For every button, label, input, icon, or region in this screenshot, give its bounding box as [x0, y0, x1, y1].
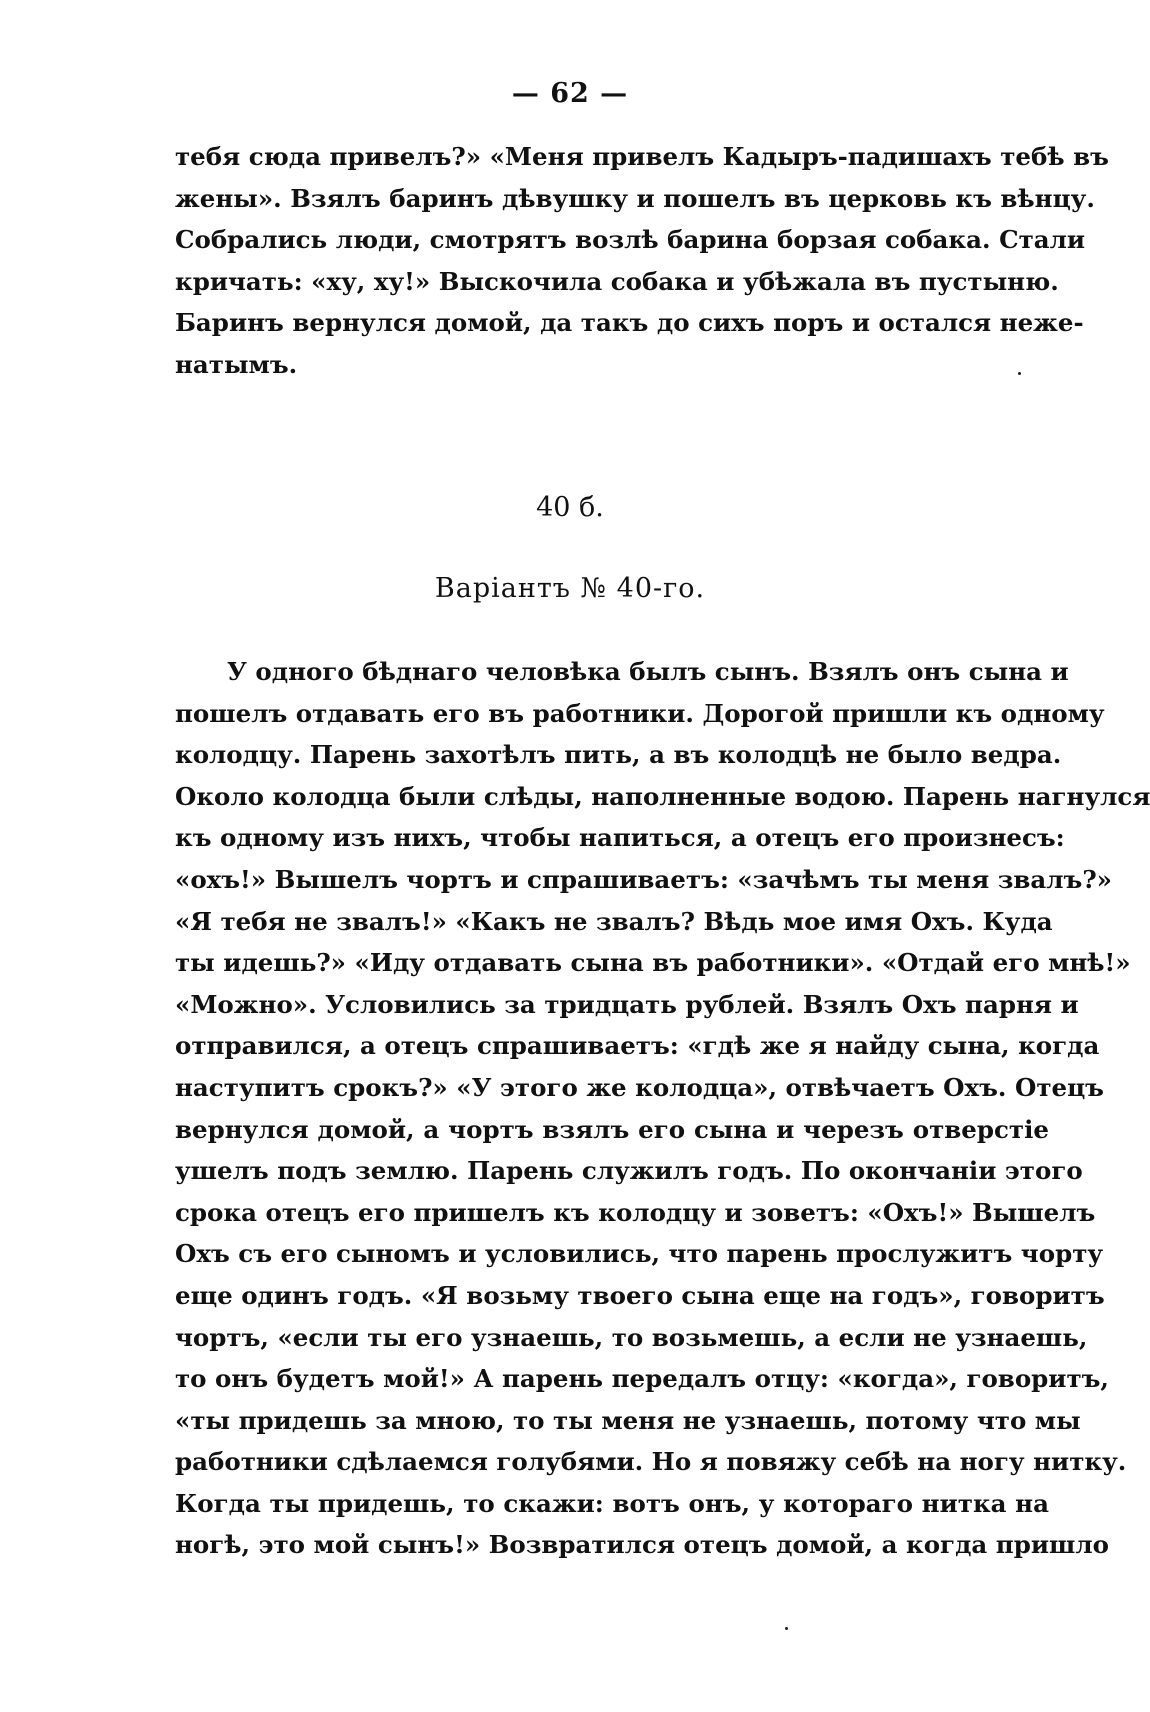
text-line: «охъ!» Вышелъ чортъ и спрашиваетъ: «зачѣмъ ты меня звалъ?» [175, 864, 1112, 894]
text-line: отправился, а отецъ спрашиваетъ: «гдѣ же я найду сына, когда [175, 1031, 1100, 1061]
text-line: наступитъ срокъ?» «У этого же колодца», отвѣчаетъ Охъ. Отецъ [175, 1072, 1104, 1102]
text-line: ногѣ, это мой сынъ!» Возвратился отецъ домой, а когда пришло [175, 1530, 1109, 1560]
text-line: Баринъ вернулся домой, да такъ до сихъ поръ и остался неже- [175, 308, 1084, 338]
text-line: У одного бѣднаго человѣка былъ сынъ. Взялъ онъ сына и [227, 657, 1069, 686]
text-line: колодцу. Парень захотѣлъ пить, а въ колодцѣ не было ведра. [175, 740, 1062, 770]
text-line: работники сдѣлаемся голубями. Но я повяжу себѣ на ногу нитку. [175, 1447, 1127, 1477]
text-line: чортъ, «если ты его узнаешь, то возьмешь, а если не узнаешь, [175, 1322, 1088, 1352]
text-line: натымъ. [175, 349, 298, 379]
text-line: еще одинъ годъ. «Я возьму твоего сына еще на годъ», говоритъ [175, 1280, 1105, 1310]
text-line: то онъ будетъ мой!» А парень передалъ отцу: «когда», говоритъ, [175, 1364, 1109, 1394]
text-line: срока отецъ его пришелъ къ колодцу и зоветъ: «Охъ!» Вышелъ [175, 1197, 1096, 1227]
print-speck [785, 1627, 788, 1630]
section-title: Варіантъ № 40-го. [434, 573, 706, 604]
text-line: вернулся домой, а чортъ взялъ его сына и черезъ отверстіе [175, 1114, 1049, 1144]
text-line: пошелъ отдавать его въ работники. Дорогой пришли къ одному [175, 698, 1105, 728]
text-line: Когда ты придешь, то скажи: вотъ онъ, у котораго нитка на [175, 1488, 1049, 1518]
top-text-block [175, 136, 1109, 386]
text-line: Собрались люди, смотрятъ возлѣ барина борзая собака. Стали [175, 225, 1086, 255]
text-line: ушелъ подъ землю. Парень служилъ годъ. По окончаніи этого [175, 1156, 1083, 1186]
text-line: «Можно». Условились за тридцать рублей. Взялъ Охъ парня и [175, 989, 1079, 1019]
text-line: тебя сюда привелъ?» «Меня привелъ Кадыръ-падишахъ тебѣ въ [175, 142, 1109, 171]
text-line: «Я тебя не звалъ!» «Какъ не звалъ? Вѣдь мое имя Охъ. Куда [175, 906, 1053, 936]
text-line: Около колодца были слѣды, наполненные водою. Парень нагнулся [175, 781, 1150, 811]
print-speck [1018, 372, 1021, 375]
text-line: ты идешь?» «Иду отдавать сына въ работники». «Отдай его мнѣ!» [175, 948, 1131, 978]
page-number: — 62 — [511, 78, 629, 109]
section-number: 40 б. [536, 492, 604, 523]
text-line: «ты придешь за мною, то ты меня не узнаешь, потому что мы [175, 1405, 1081, 1435]
text-line: къ одному изъ нихъ, чтобы напиться, а отецъ его произнесъ: [175, 823, 1065, 853]
bottom-text-block [175, 651, 1150, 1566]
text-line: кричать: «ху, ху!» Выскочила собака и убѣжала въ пустыню. [175, 266, 1059, 296]
text-line: жены». Взялъ баринъ дѣвушку и пошелъ въ церковь къ вѣнцу. [175, 183, 1095, 213]
text-line: Охъ съ его сыномъ и условились, что парень прослужитъ чорту [175, 1239, 1104, 1269]
